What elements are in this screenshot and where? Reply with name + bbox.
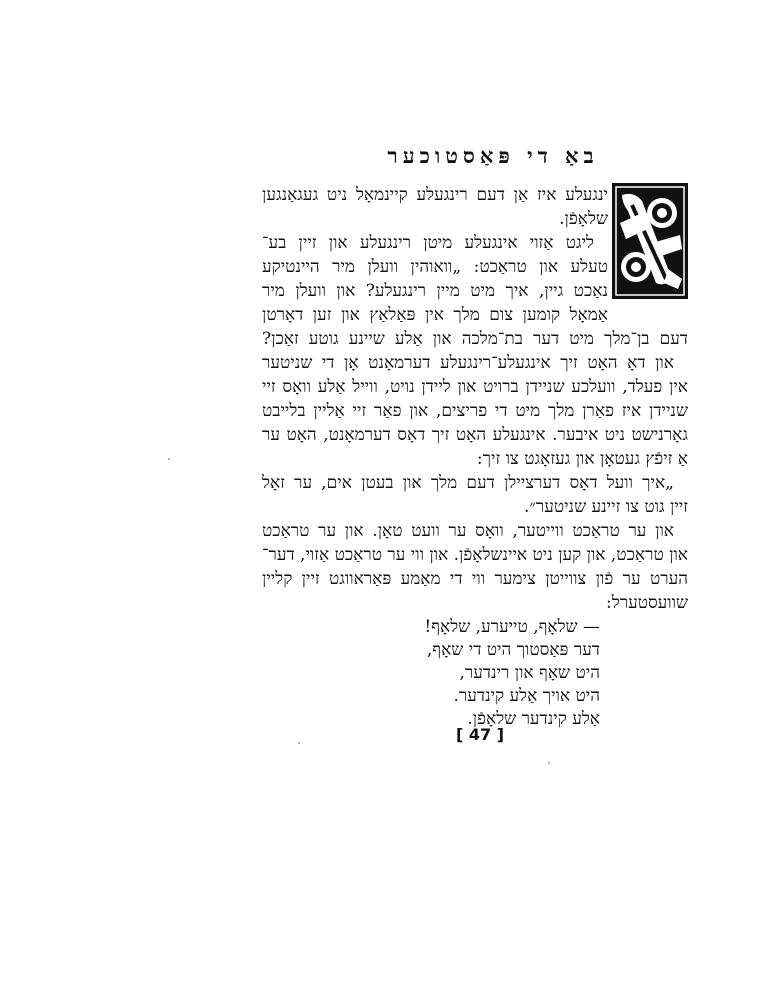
chapter-title: באַ די פּאַסטוכער	[387, 143, 599, 168]
text-line: שלאָפֿן.	[559, 209, 608, 229]
paper-speck	[548, 762, 550, 764]
paper-speck	[298, 742, 300, 744]
text-line: ינגעלע איז אַן דעם רינגעלע קיינמאָל ניט געגאַנגען	[262, 185, 608, 205]
text-line: און ער טראַכט ווייטער, וואָס ער וועט טאָן. און ער טראַכט	[262, 521, 674, 541]
text-line: און דאָ האָט זיך אינגעלע־רינגעלע דערמאָנט אָן די שניטער	[262, 353, 674, 373]
poem-line: דער פּאַסטוך היט די שאָף,	[426, 640, 600, 660]
page-number: [ 47 ]	[455, 725, 505, 744]
text-line: הערט ער פֿון צווייטן צימער ווי די מאַמע פּאַראווגט זיין קליין	[262, 569, 688, 589]
text-line: ליגט אַזוי אינגעלע מיטן רינגעלע און זיין בע־	[262, 233, 594, 253]
text-line: זיין גוט צו זיינע שניטער״.	[523, 497, 688, 517]
paper-speck	[168, 458, 170, 460]
text-line: שוועסטערל:	[606, 593, 688, 613]
text-line: אַמאָל קומען צום מלך אין פּאַלאַץ און זען דאָרטן	[262, 305, 608, 325]
lullaby-poem	[400, 616, 600, 731]
text-line: טעלע און טראַכט: „וואוהין וועלן מיר היינטיקע	[262, 257, 608, 277]
text-line: אין פעלד, וועלכע שניידן ברויט און ליידן נויט, ווייל אַלע וואָס זיי	[262, 377, 688, 397]
poem-line: — שלאָף, טייערע, שלאָף!	[424, 617, 600, 637]
text-line: און טראַכט, און קען ניט איינשלאָפֿן. און ווי ער טראַכט אַזוי, דער־	[262, 545, 688, 565]
woodcut-vignette-icon	[612, 183, 688, 299]
text-line: דעם בן־מלך מיט דער בת־מלכה און אַלע שיינע גוטע זאַכן?	[262, 329, 688, 349]
poem-line: היט שאָף און רינדער,	[459, 663, 600, 683]
poem-line: היט אויך אַלע קינדער.	[453, 686, 600, 706]
text-line: נאַכט גיין, איך מיט מיין רינגעלע? און וועלן מיר	[262, 281, 608, 301]
text-line: גאָרנישט ניט איבער. אינגעלע האָט זיך דאָס דערמאָנט, האָט ער	[262, 425, 688, 445]
text-line: אַ זיפֿץ געטאָן און געזאָגט צו זיך:	[476, 449, 688, 469]
text-line: „איך וועל דאָס דערציילן דעם מלך און בעטן אים, ער זאָל	[262, 473, 674, 493]
poem-line: אַלע קינדער שלאָפֿן.	[467, 709, 600, 729]
text-line: שניידן איז פאַרן מלך מיט די פריצים, און פאַר זיי אַליין בלייבט	[262, 401, 688, 421]
